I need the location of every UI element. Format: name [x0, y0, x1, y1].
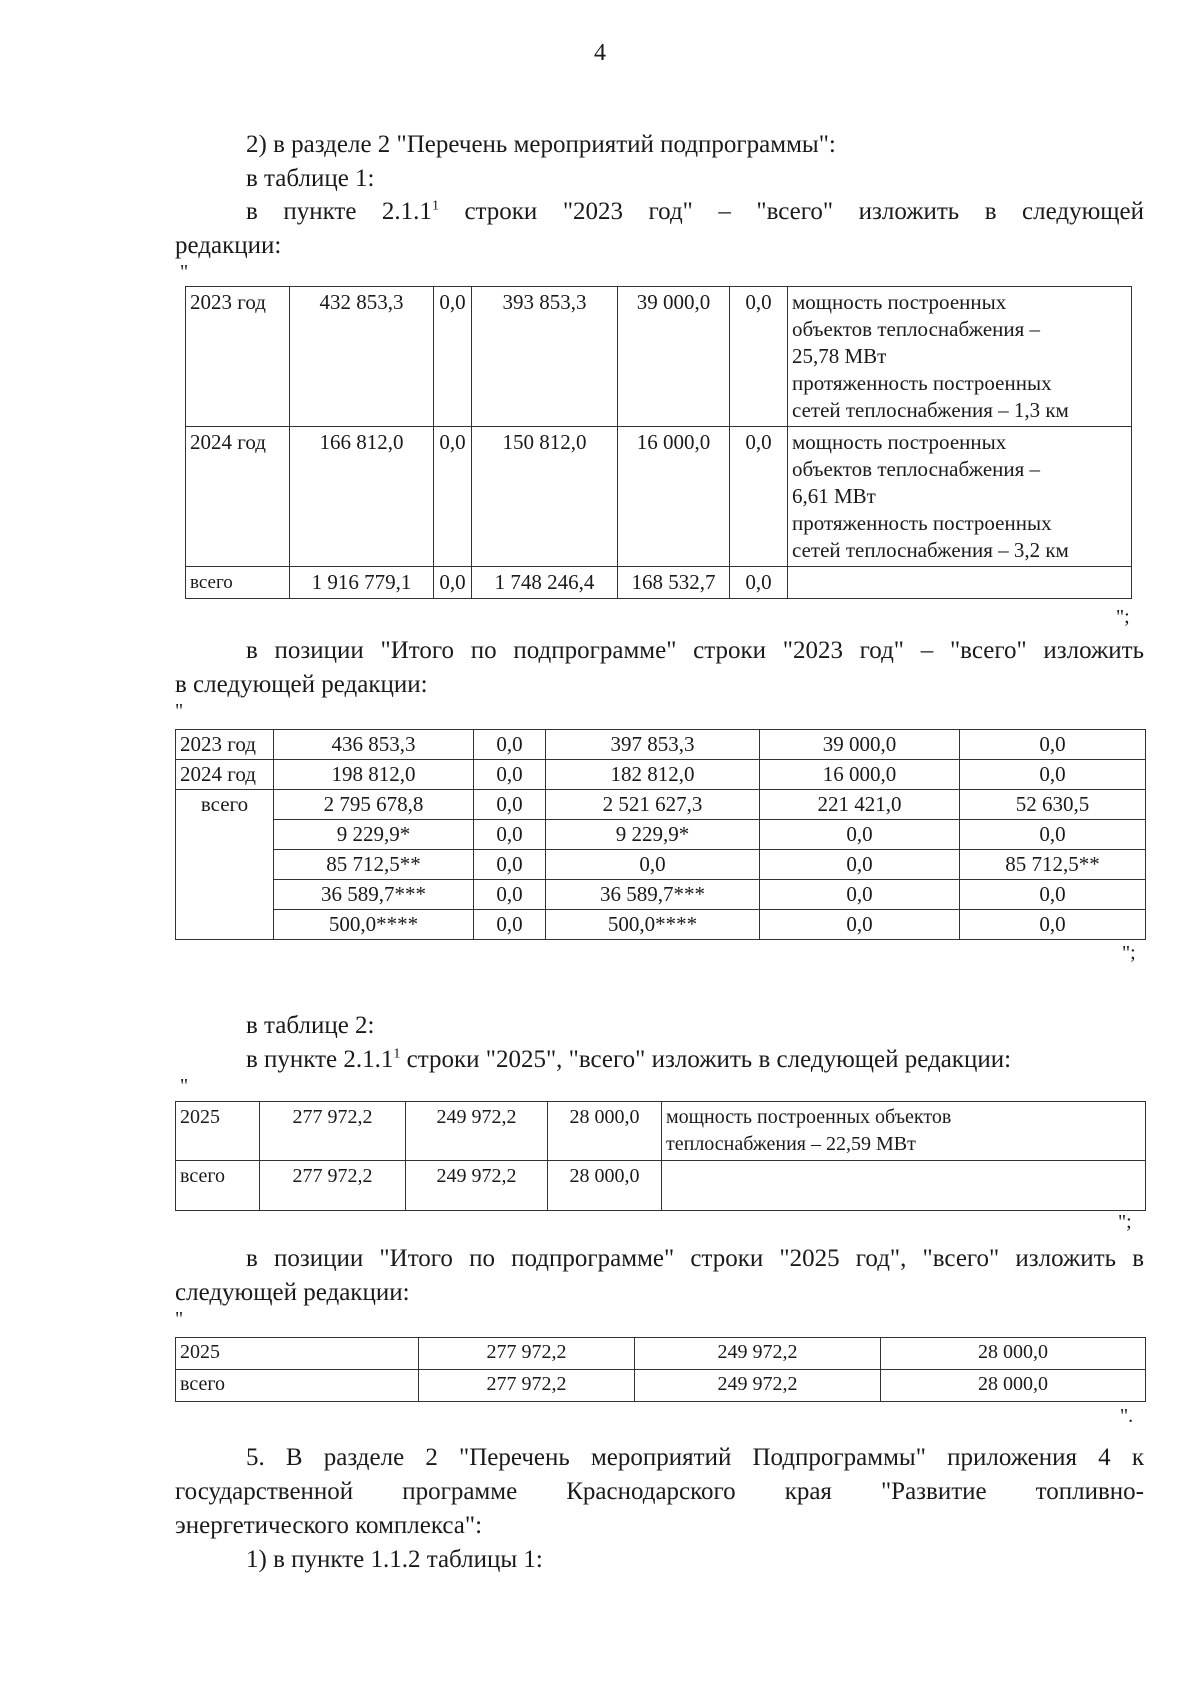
cell: 16 000,0 [618, 427, 730, 567]
cell: 277 972,2 [419, 1370, 635, 1402]
table-row [176, 1102, 1146, 1161]
cell: 28 000,0 [881, 1370, 1146, 1402]
cell: 0,0 [474, 760, 546, 790]
cell: 36 589,7*** [546, 880, 760, 910]
table-row [176, 880, 1146, 910]
description-cell: мощность построенных объектов теплоснабжения – 25,78 МВт протяженность построенных сетей теплоснабжения – 1,3 км [788, 287, 1132, 427]
para4-line-1: в позиции "Итого по подпрограмме" строки "2025 год", "всего" изложить в [246, 1245, 1144, 1272]
cell: 1 748 246,4 [472, 567, 618, 599]
para2-line-2: в следующей редакции: [175, 671, 428, 698]
row-label: 2023 год [186, 287, 290, 427]
cell: 39 000,0 [618, 287, 730, 427]
page-number: 4 [594, 40, 606, 66]
cell: 249 972,2 [406, 1102, 548, 1161]
cell: 0,0 [960, 910, 1146, 940]
cell: 85 712,5** [960, 850, 1146, 880]
cell: 39 000,0 [760, 730, 960, 760]
table-3 [175, 1101, 1146, 1211]
cell: 0,0 [760, 910, 960, 940]
cell: 0,0 [760, 850, 960, 880]
row-label: 2023 год [176, 730, 274, 760]
cell: 0,0 [434, 427, 472, 567]
cell: 436 853,3 [274, 730, 474, 760]
cell: 36 589,7*** [274, 880, 474, 910]
cell: 2 795 678,8 [274, 790, 474, 820]
cell: 0,0 [730, 427, 788, 567]
cell: 198 812,0 [274, 760, 474, 790]
cell: 16 000,0 [760, 760, 960, 790]
intro-line-4: редакции: [175, 232, 282, 259]
cell: 0,0 [474, 730, 546, 760]
cell: 182 812,0 [546, 760, 760, 790]
para3-line-2: в пункте 2.1.1$^1$ строки "2025", "всего" изложить в следующей редакции: [246, 1046, 1012, 1073]
table-row [176, 1161, 1146, 1211]
cell: 500,0**** [546, 910, 760, 940]
cell: 0,0 [960, 730, 1146, 760]
cell: 0,0 [730, 287, 788, 427]
cell: 249 972,2 [635, 1370, 881, 1402]
cell: 500,0**** [274, 910, 474, 940]
intro-line-1: 2) в разделе 2 "Перечень мероприятий подпрограммы": [246, 131, 836, 158]
cell: 9 229,9* [546, 820, 760, 850]
cell: 432 853,3 [290, 287, 434, 427]
cell: 277 972,2 [260, 1161, 406, 1211]
cell: 1 916 779,1 [290, 567, 434, 599]
description-cell: мощность построенных объектов теплоснабжения – 6,61 МВт протяженность построенных сетей теплоснабжения – 3,2 км [788, 427, 1132, 567]
table-row [186, 567, 1132, 599]
cell: 0,0 [474, 850, 546, 880]
table-row [176, 1338, 1146, 1370]
intro-line-3: в пункте 2.1.1$^1$ строки "2023 год" – "всего" изложить в следующей [246, 198, 1144, 225]
cell: 0,0 [960, 880, 1146, 910]
para5-line-2: государственной программе Краснодарского края "Развитие топливно- [175, 1478, 1144, 1505]
table-row [176, 1370, 1146, 1402]
para3-line-1: в таблице 2: [246, 1012, 375, 1039]
close-quote: "; [1122, 942, 1136, 964]
cell: 0,0 [474, 820, 546, 850]
row-label: 2024 год [176, 760, 274, 790]
cell: 249 972,2 [635, 1338, 881, 1370]
cell: 277 972,2 [260, 1102, 406, 1161]
cell: 0,0 [474, 910, 546, 940]
row-label: 2025 [176, 1102, 260, 1161]
close-quote: "; [1118, 1211, 1132, 1233]
cell: 0,0 [730, 567, 788, 599]
row-label: 2024 год [186, 427, 290, 567]
cell: 277 972,2 [419, 1338, 635, 1370]
table-row [186, 287, 1132, 427]
para2-line-1: в позиции "Итого по подпрограмме" строки "2023 год" – "всего" изложить [246, 637, 1144, 664]
cell: 0,0 [760, 880, 960, 910]
close-quote: ". [1120, 1405, 1134, 1427]
cell: 221 421,0 [760, 790, 960, 820]
cell: 9 229,9* [274, 820, 474, 850]
table-row [176, 760, 1146, 790]
cell: 168 532,7 [618, 567, 730, 599]
table-row [176, 790, 1146, 820]
table-row [176, 910, 1146, 940]
close-quote: "; [1116, 606, 1130, 628]
description-cell [662, 1161, 1146, 1211]
description-cell [788, 567, 1132, 599]
para5-line-1: 5. В разделе 2 "Перечень мероприятий Подпрограммы" приложения 4 к [246, 1444, 1144, 1471]
row-label: 2025 [176, 1338, 419, 1370]
cell: 0,0 [760, 820, 960, 850]
cell: 0,0 [960, 820, 1146, 850]
table-row [186, 427, 1132, 567]
cell: 397 853,3 [546, 730, 760, 760]
table-2 [175, 729, 1146, 940]
table-row [176, 730, 1146, 760]
open-quote: " [175, 1308, 184, 1330]
table-1 [185, 286, 1132, 599]
cell: 166 812,0 [290, 427, 434, 567]
open-quote: " [175, 700, 184, 722]
cell: 0,0 [546, 850, 760, 880]
row-label: всего [176, 1370, 419, 1402]
cell: 393 853,3 [472, 287, 618, 427]
open-quote: " [180, 261, 189, 283]
cell: 28 000,0 [548, 1102, 662, 1161]
table-4 [175, 1337, 1146, 1402]
table-row [176, 850, 1146, 880]
cell: 0,0 [434, 567, 472, 599]
para5-line-4: 1) в пункте 1.1.2 таблицы 1: [246, 1546, 543, 1573]
row-label: всего [176, 1161, 260, 1211]
cell: 28 000,0 [881, 1338, 1146, 1370]
cell: 85 712,5** [274, 850, 474, 880]
cell: 0,0 [474, 880, 546, 910]
para5-line-3: энергетического комплекса": [175, 1512, 483, 1539]
table-row [176, 820, 1146, 850]
cell: 52 630,5 [960, 790, 1146, 820]
para4-line-2: следующей редакции: [175, 1279, 410, 1306]
open-quote: " [180, 1075, 189, 1097]
cell: 0,0 [474, 790, 546, 820]
cell: 2 521 627,3 [546, 790, 760, 820]
cell: 0,0 [434, 287, 472, 427]
cell: 28 000,0 [548, 1161, 662, 1211]
cell: 0,0 [960, 760, 1146, 790]
row-label: всего [186, 567, 290, 599]
description-cell: мощность построенных объектов теплоснабжения – 22,59 МВт [662, 1102, 1146, 1161]
cell: 249 972,2 [406, 1161, 548, 1211]
row-label: всего [176, 790, 274, 940]
cell: 150 812,0 [472, 427, 618, 567]
intro-line-2: в таблице 1: [246, 165, 375, 192]
